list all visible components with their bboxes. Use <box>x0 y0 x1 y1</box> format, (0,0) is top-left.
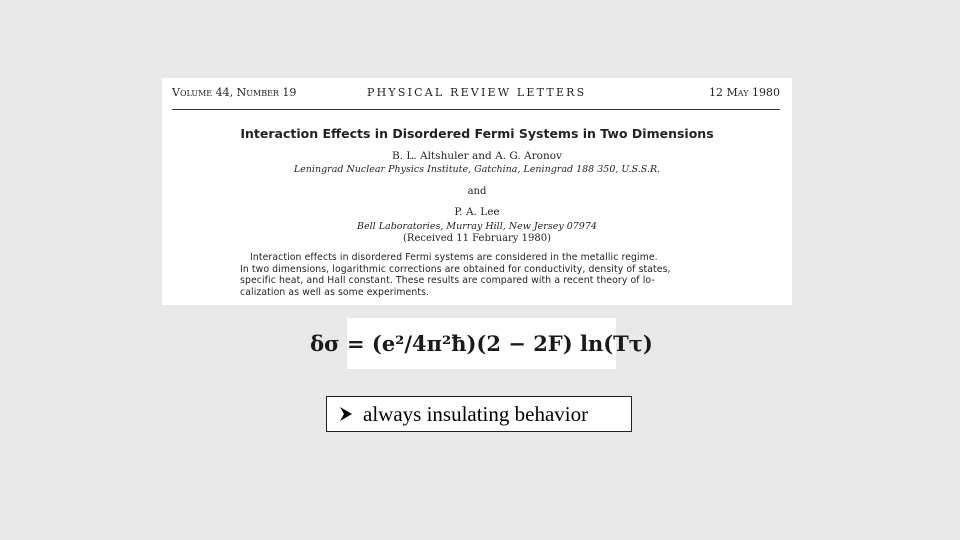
paper-excerpt <box>162 78 792 305</box>
affiliation-first: Leningrad Nuclear Physics Institute, Gatchina, Leningrad 188 350, U.S.S.R. <box>293 164 661 175</box>
paper-title: Interaction Effects in Disordered Fermi Systems in Two Dimensions <box>240 126 714 141</box>
header-rule <box>172 109 780 110</box>
paper-header <box>172 86 780 102</box>
authors-first: B. L. Altshuler and A. G. Aronov <box>391 150 562 162</box>
authors-second: P. A. Lee <box>454 206 500 218</box>
abstract-line: calization as well as some experiments. <box>240 286 430 298</box>
and-separator: and <box>467 186 487 197</box>
abstract-line: Interaction effects in disordered Fermi systems are considered in the metallic regime. <box>250 252 658 263</box>
bullet-text: always insulating behavior <box>363 401 589 426</box>
arrow-bullet-icon <box>339 405 353 423</box>
received-date: (Received 11 February 1980) <box>403 233 551 244</box>
affiliation-second: Bell Laboratories, Murray Hill, New Jersey 07974 <box>357 221 597 232</box>
bullet-point-box <box>326 396 632 432</box>
volume-number: Volume 44, Number 19 <box>172 86 297 99</box>
abstract-line: specific heat, and Hall constant. These results are compared with a recent theory of lo- <box>240 275 655 286</box>
journal-name: PHYSICAL REVIEW LETTERS <box>367 86 587 99</box>
abstract <box>240 252 728 298</box>
abstract-line: In two dimensions, logarithmic corrections are obtained for conductivity, density of states, <box>240 263 671 275</box>
publication-date: 12 May 1980 <box>709 86 780 99</box>
conductivity-formula <box>310 318 653 369</box>
formula-text: δσ = (e²/4π²ħ)(2 − 2F) ln(Tτ) <box>310 331 653 356</box>
